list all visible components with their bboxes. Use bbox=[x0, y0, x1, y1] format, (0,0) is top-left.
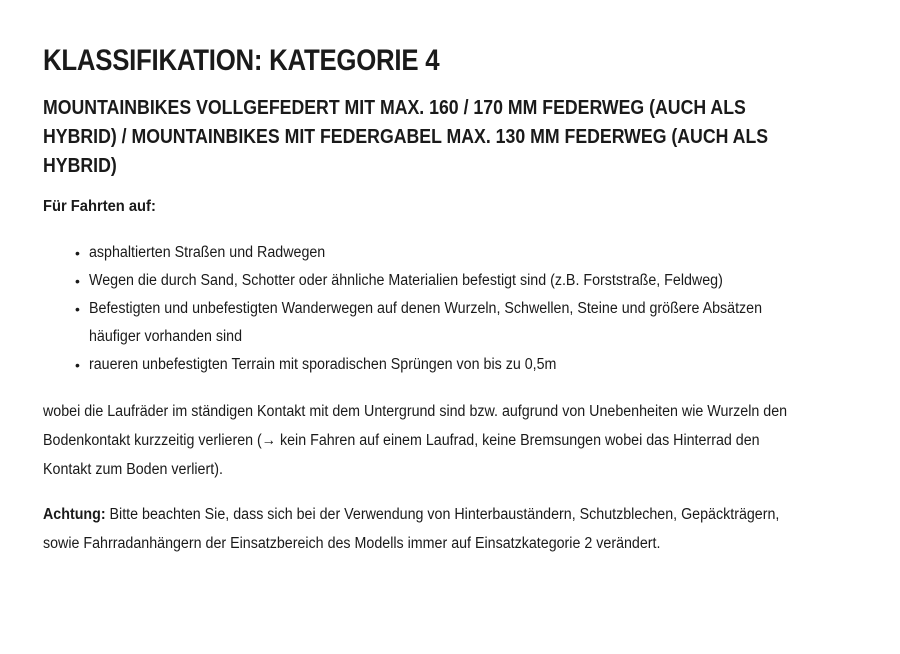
bullet-icon: • bbox=[75, 357, 80, 373]
list-item bbox=[75, 351, 865, 379]
bullet-icon: • bbox=[75, 245, 80, 261]
list-item-text: raueren unbefestigten Terrain mit sporadischen Sprüngen von bis zu 0,5m bbox=[89, 356, 557, 373]
list-item-text: asphaltierten Straßen und Radwegen bbox=[89, 244, 326, 261]
bullet-icon: • bbox=[75, 301, 80, 317]
category-subtitle: MOUNTAINBIKES VOLLGEFEDERT MIT MAX. 160 / 170 MM FEDERWEG (AUCH ALS HYBRID) / MOUNTAINBIKES MIT FEDERGABEL MAX. 130 MM FEDERWEG (AUCH ALS HYBRID) bbox=[43, 97, 769, 177]
list-item bbox=[75, 295, 865, 351]
usage-intro-label: Für Fahrten auf: bbox=[43, 198, 156, 215]
list-item bbox=[75, 267, 865, 295]
warning-label: Achtung: bbox=[43, 506, 106, 523]
bullet-icon: • bbox=[75, 273, 80, 289]
list-item-text: Wegen die durch Sand, Schotter oder ähnliche Materialien befestigt sind (z.B. Forststraße, Feldweg) bbox=[89, 272, 723, 289]
list-item bbox=[75, 239, 865, 267]
contact-paragraph: wobei die Laufräder im ständigen Kontakt mit dem Untergrund sind bzw. aufgrund von Unebenheiten wie Wurzeln den Bodenkontakt kurzzeitig verlieren (→ kein Fahren auf einem Laufrad, keine Bremsungen wobei das Hinterrad den Kontakt zum Boden verliert). bbox=[43, 403, 788, 478]
document-content bbox=[43, 40, 843, 558]
page-title: KLASSIFIKATION: KATEGORIE 4 bbox=[43, 44, 440, 77]
usage-list bbox=[43, 239, 865, 379]
list-item-text: Befestigten und unbefestigten Wanderwegen auf denen Wurzeln, Schwellen, Steine und größere Absätzen häufiger vorhanden sind bbox=[89, 300, 763, 345]
warning-note bbox=[43, 500, 807, 558]
warning-text: Bitte beachten Sie, dass sich bei der Verwendung von Hinterbauständern, Schutzblechen, Gepäckträgern, sowie Fahrradanhängern der Einsatzbereich des Modells immer auf Einsatzkategorie 2 verändert. bbox=[43, 506, 780, 552]
